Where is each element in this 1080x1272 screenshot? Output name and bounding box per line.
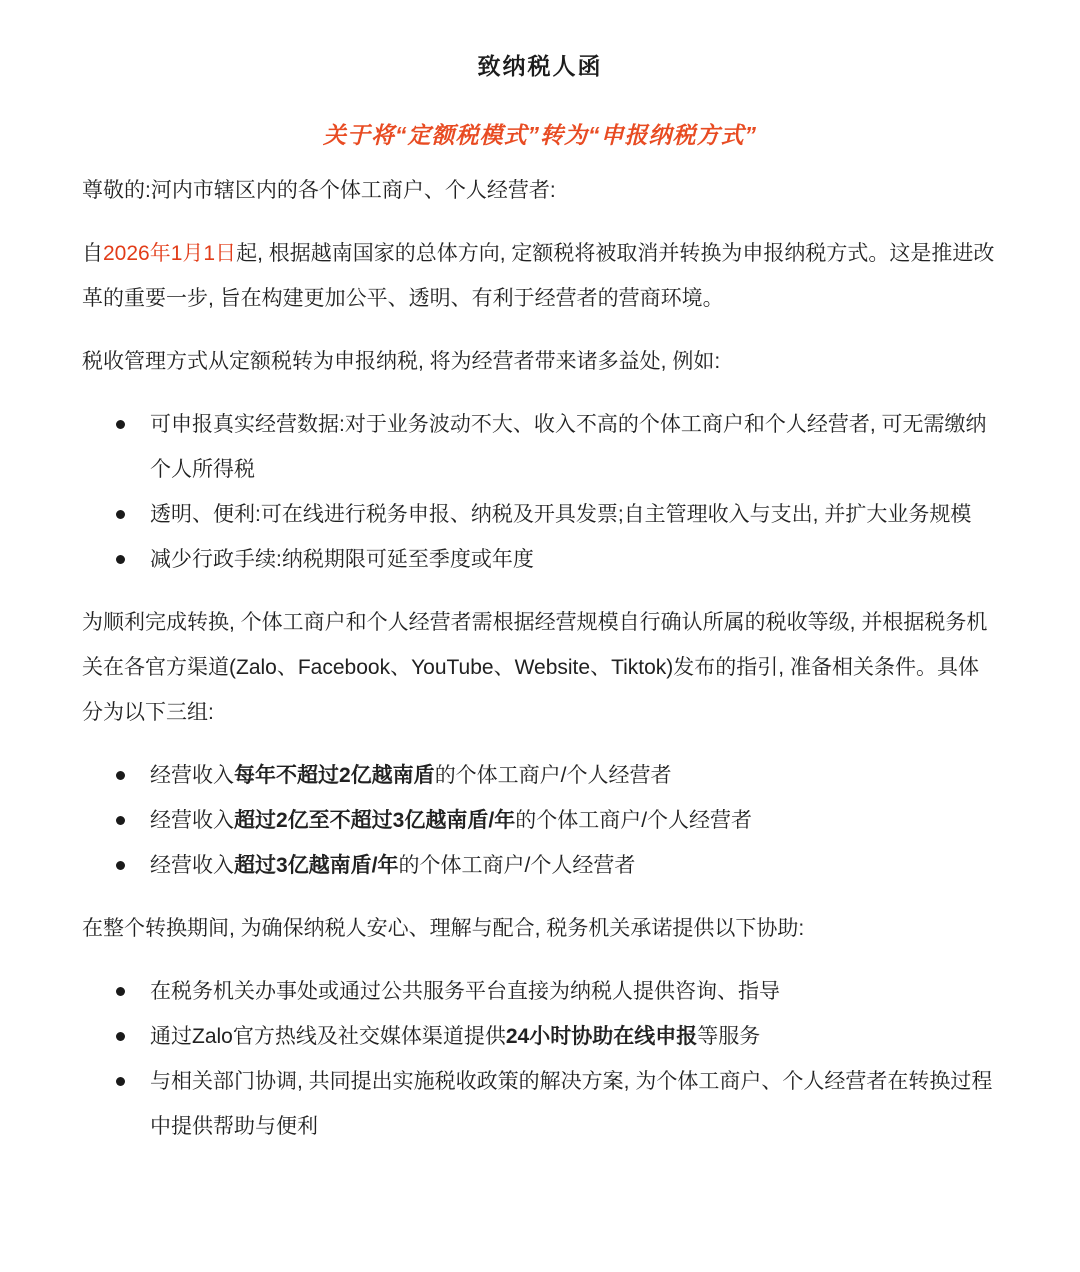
support-suffix: 等服务 <box>697 1025 761 1048</box>
support-prefix: 通过Zalo官方热线及社交媒体渠道提供 <box>150 1025 506 1048</box>
bullet-icon <box>116 861 125 870</box>
list-item <box>82 537 998 582</box>
salutation: 尊敬的:河内市辖区内的各个体工商户、个人经营者: <box>82 179 556 202</box>
group-prefix: 经营收入 <box>150 809 234 832</box>
group-text <box>150 753 998 798</box>
group-threshold: 超过3亿越南盾/年 <box>234 854 399 877</box>
list-item <box>82 798 998 843</box>
list-item <box>82 969 998 1014</box>
group-text <box>150 798 998 843</box>
bullet-icon <box>116 987 125 996</box>
support-intro-paragraph: 在整个转换期间, 为确保纳税人安心、理解与配合, 税务机关承诺提供以下协助: <box>82 917 805 940</box>
group-suffix: 的个体工商户/个人经营者 <box>434 764 672 787</box>
groups-list <box>82 753 998 888</box>
group-prefix: 经营收入 <box>150 854 234 877</box>
intro-prefix: 自 <box>82 242 103 265</box>
group-threshold: 超过2亿至不超过3亿越南盾/年 <box>234 809 516 832</box>
group-threshold: 每年不超过2亿越南盾 <box>234 764 435 787</box>
page-subtitle: 关于将“定额税模式”转为“申报纳税方式” <box>323 122 757 148</box>
list-item <box>82 753 998 798</box>
support-text <box>150 969 998 1014</box>
benefits-list <box>82 402 998 582</box>
list-item <box>82 402 998 492</box>
support-bold: 24小时协助在线申报 <box>505 1025 698 1048</box>
support-text <box>150 1059 998 1149</box>
bullet-icon <box>116 1032 125 1041</box>
bullet-icon <box>116 510 125 519</box>
support-text <box>150 1014 998 1059</box>
bullet-icon <box>116 771 125 780</box>
benefits-intro-paragraph: 税收管理方式从定额税转为申报纳税, 将为经营者带来诸多益处, 例如: <box>82 350 721 373</box>
intro-paragraph <box>82 231 998 321</box>
bullet-icon <box>116 555 125 564</box>
list-item <box>82 492 998 537</box>
list-item <box>82 1059 998 1149</box>
group-prefix: 经营收入 <box>150 764 234 787</box>
support-prefix: 与相关部门协调, 共同提出实施税收政策的解决方案, 为个体工商户、个人经营者在转换过程中提供帮助与便利 <box>150 1070 993 1138</box>
bullet-icon <box>116 1077 125 1086</box>
page-title: 致纳税人函 <box>477 53 603 79</box>
groups-intro-paragraph: 为顺利完成转换, 个体工商户和个人经营者需根据经营规模自行确认所属的税收等级, 并根据税务机关在各官方渠道(Zalo、Facebook、YouTube、Website、Tiktok)发布的指引, 准备相关条件。具体分为以下三组: <box>82 611 988 724</box>
list-item <box>82 843 998 888</box>
intro-suffix: 起, 根据越南国家的总体方向, 定额税将被取消并转换为申报纳税方式。这是推进改革的重要一步, 旨在构建更加公平、透明、有利于经营者的营商环境。 <box>82 242 995 310</box>
list-item <box>82 1014 998 1059</box>
bullet-icon <box>116 420 125 429</box>
benefit-text: 可申报真实经营数据:对于业务波动不大、收入不高的个体工商户和个人经营者, 可无需缴纳个人所得税 <box>150 413 987 481</box>
benefit-text: 透明、便利:可在线进行税务申报、纳税及开具发票;自主管理收入与支出, 并扩大业务规模 <box>150 503 972 526</box>
bullet-icon <box>116 816 125 825</box>
group-suffix: 的个体工商户/个人经营者 <box>398 854 636 877</box>
benefit-text: 减少行政手续:纳税期限可延至季度或年度 <box>150 548 534 571</box>
group-text <box>150 843 998 888</box>
support-list <box>82 969 998 1149</box>
effective-date: 2026年1月1日 <box>103 242 237 265</box>
group-suffix: 的个体工商户/个人经营者 <box>515 809 753 832</box>
support-prefix: 在税务机关办事处或通过公共服务平台直接为纳税人提供咨询、指导 <box>150 980 780 1003</box>
